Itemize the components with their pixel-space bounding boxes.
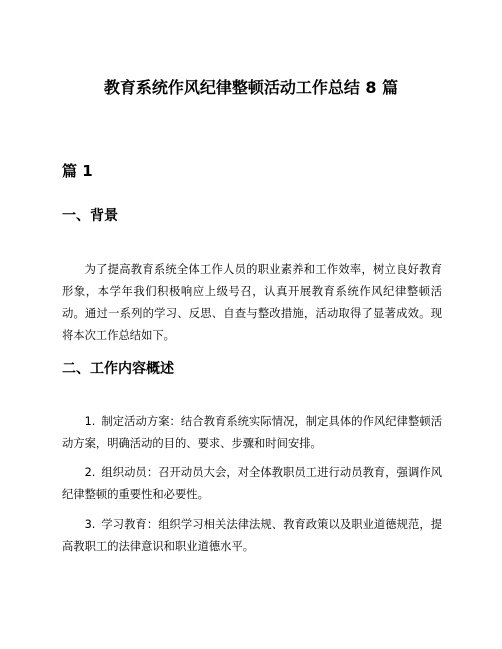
list-item-text: 制定活动方案：结合教育系统实际情况，制定具体的作风纪律整顿活动方案，明确活动的目的、要求、步骤和时间安排。: [62, 415, 442, 450]
list-item-text: 组织动员：召开动员大会，对全体教职员工进行动员教育，强调作风纪律整顿的重要性和必要性。: [62, 466, 442, 501]
list-item-text: 学习教育：组织学习相关法律法规、教育政策以及职业道德规范，提高教职工的法律意识和职业道德水平。: [62, 518, 442, 553]
section-heading-work-overview: 二、工作内容概述: [62, 361, 174, 377]
list-item: [62, 514, 442, 558]
list-item: [62, 411, 442, 455]
list-item-number: 3.: [84, 518, 96, 531]
list-item: [62, 462, 442, 506]
background-paragraph: 为了提高教育系统全体工作人员的职业素养和工作效率，树立良好教育形象，本学年我们积极响应上级号召，认真开展教育系统作风纪律整顿活动。通过一系列的学习、反思、自查与整改措施，活动取得了显著成效。现将本次工作总结如下。: [62, 263, 442, 342]
document-title: 教育系统作风纪律整顿活动工作总结 8 篇: [103, 78, 399, 97]
section-heading-background: 一、背景: [62, 208, 118, 224]
list-item-number: 1.: [84, 415, 96, 428]
part-heading: 篇 1: [62, 162, 93, 180]
list-item-number: 2.: [84, 466, 96, 479]
